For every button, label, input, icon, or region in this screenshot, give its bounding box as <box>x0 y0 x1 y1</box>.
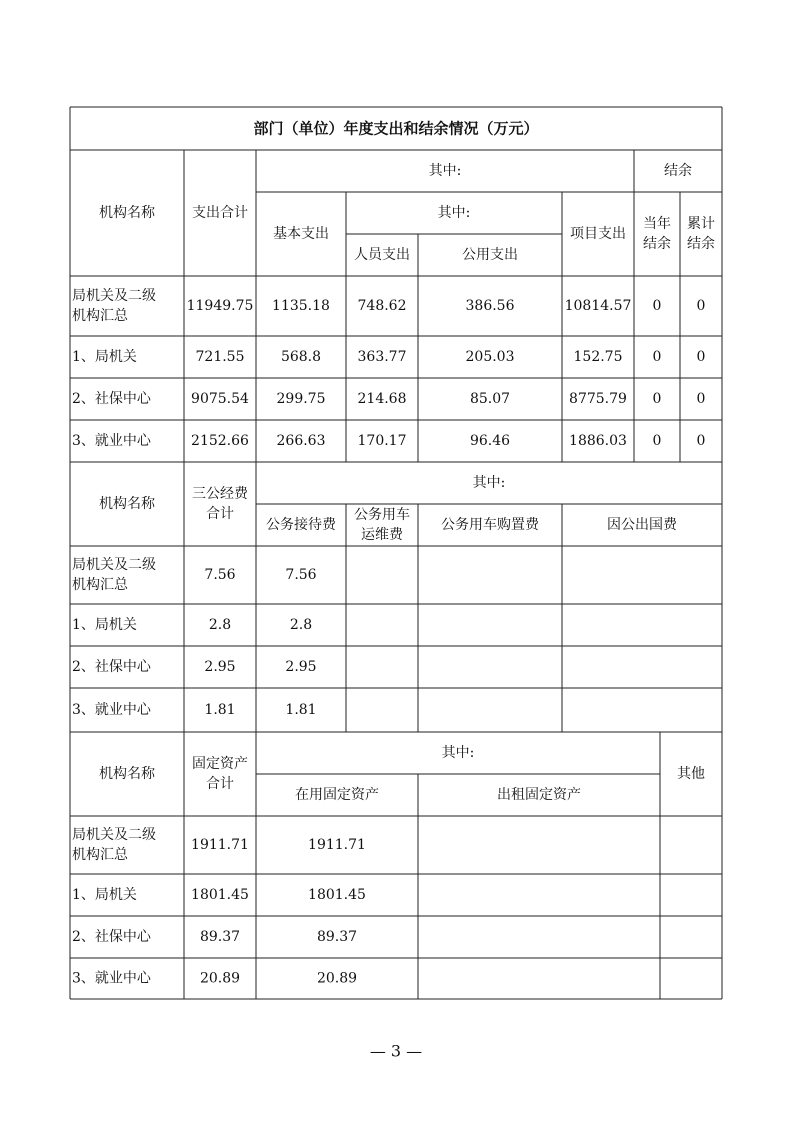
cell-three-public-total: 2.8 <box>208 617 232 633</box>
header-three-public-total: 三公经费 <box>192 486 248 502</box>
row-org-name: 3、就业中心 <box>72 433 151 449</box>
cell-project: 152.75 <box>573 349 623 365</box>
header-personnel-expenditure: 人员支出 <box>354 247 410 263</box>
cell-reception-fee: 1.81 <box>285 702 317 718</box>
header-public-expenditure: 公用支出 <box>462 247 518 263</box>
table-title: 部门（单位）年度支出和结余情况（万元） <box>253 119 539 138</box>
cell-three-public-total: 2.95 <box>204 659 236 675</box>
header-basic-expenditure: 基本支出 <box>273 226 329 242</box>
cell-fixed-assets-total: 1801.45 <box>191 887 249 903</box>
header-year-balance-2: 结余 <box>643 236 671 252</box>
cell-year-balance: 0 <box>652 391 662 407</box>
row-org-name: 局机关及二级 <box>72 557 156 573</box>
row-org-name: 2、社保中心 <box>72 929 151 945</box>
cell-personnel: 170.17 <box>357 433 407 449</box>
row-org-name: 2、社保中心 <box>72 659 151 675</box>
cell-year-balance: 0 <box>652 433 662 449</box>
header-leased-assets: 出租固定资产 <box>497 787 581 803</box>
header-balance: 结余 <box>664 163 692 179</box>
cell-basic: 1135.18 <box>272 298 330 314</box>
row-org-name: 3、就业中心 <box>72 702 151 718</box>
cell-cumulative-balance: 0 <box>696 391 706 407</box>
cell-in-use-assets: 1801.45 <box>308 887 366 903</box>
header-of-which-2: 其中: <box>472 475 506 491</box>
header-org-name-2: 机构名称 <box>99 496 155 512</box>
header-other: 其他 <box>677 766 705 782</box>
row-org-name: 3、就业中心 <box>72 970 151 987</box>
header-project-expenditure: 项目支出 <box>570 226 626 242</box>
row-org-name: 局机关及二级 <box>72 288 156 304</box>
cell-basic: 568.8 <box>280 349 322 365</box>
cell-year-balance: 0 <box>652 298 662 314</box>
header-cumulative-balance: 累计 <box>687 216 715 232</box>
table-texts <box>72 120 715 1061</box>
cell-public: 85.07 <box>469 391 511 407</box>
header-of-which-3: 其中: <box>441 745 475 761</box>
cell-personnel: 363.77 <box>357 349 407 365</box>
row-org-name: 2、社保中心 <box>72 391 151 407</box>
cell-personnel: 748.62 <box>357 298 407 314</box>
cell-year-balance: 0 <box>652 349 662 365</box>
cell-reception-fee: 2.95 <box>285 659 317 675</box>
cell-three-public-total: 7.56 <box>204 567 236 583</box>
header-org-name: 机构名称 <box>99 205 155 221</box>
cell-project: 1886.03 <box>569 433 627 449</box>
cell-total: 11949.75 <box>186 298 254 314</box>
cell-cumulative-balance: 0 <box>696 298 706 314</box>
header-total-expenditure: 支出合计 <box>192 205 248 221</box>
cell-total: 2152.66 <box>191 433 249 449</box>
cell-public: 386.56 <box>465 298 515 314</box>
cell-fixed-assets-total: 1911.71 <box>191 837 249 853</box>
cell-reception-fee: 2.8 <box>289 617 313 633</box>
row-org-name-2: 机构汇总 <box>72 577 128 593</box>
cell-total: 721.55 <box>195 349 245 365</box>
cell-personnel: 214.68 <box>357 391 407 407</box>
cell-basic: 299.75 <box>276 391 326 407</box>
header-car-ops: 公务用车 <box>354 507 410 523</box>
cell-public: 205.03 <box>465 349 515 365</box>
cell-reception-fee: 7.56 <box>285 567 317 583</box>
cell-basic: 266.63 <box>276 433 326 449</box>
row-org-name: 1、局机关 <box>72 887 137 903</box>
cell-public: 96.46 <box>469 433 511 449</box>
row-org-name: 1、局机关 <box>72 617 137 633</box>
cell-project: 10814.57 <box>564 298 632 314</box>
row-org-name: 1、局机关 <box>72 349 137 365</box>
row-org-name-2: 机构汇总 <box>72 847 128 863</box>
cell-three-public-total: 1.81 <box>204 702 236 718</box>
header-abroad-fee: 因公出国费 <box>607 517 677 533</box>
cell-in-use-assets: 20.89 <box>316 970 358 987</box>
row-org-name-2: 机构汇总 <box>72 308 128 324</box>
header-car-purchase: 公务用车购置费 <box>441 517 539 533</box>
header-cumulative-balance-2: 结余 <box>687 236 715 252</box>
cell-cumulative-balance: 0 <box>696 433 706 449</box>
header-org-name-3: 机构名称 <box>99 766 155 782</box>
cell-in-use-assets: 89.37 <box>316 929 358 945</box>
header-fixed-assets-total-2: 合计 <box>206 776 234 792</box>
header-of-which: 其中: <box>428 163 462 179</box>
header-car-ops-2: 运维费 <box>361 527 403 543</box>
row-org-name: 局机关及二级 <box>72 827 156 843</box>
header-reception-fee: 公务接待费 <box>266 517 336 533</box>
header-fixed-assets-total: 固定资产 <box>192 756 248 772</box>
cell-fixed-assets-total: 20.89 <box>199 970 241 987</box>
header-three-public-total-2: 合计 <box>206 506 234 522</box>
cell-total: 9075.54 <box>191 391 249 407</box>
cell-project: 8775.79 <box>569 391 627 407</box>
cell-in-use-assets: 1911.71 <box>308 837 366 853</box>
page-number: — 3 — <box>369 1041 423 1061</box>
header-year-balance: 当年 <box>643 216 671 232</box>
cell-fixed-assets-total: 89.37 <box>199 929 241 945</box>
cell-cumulative-balance: 0 <box>696 349 706 365</box>
header-of-which-sub: 其中: <box>437 205 471 221</box>
header-in-use-assets: 在用固定资产 <box>295 787 379 803</box>
